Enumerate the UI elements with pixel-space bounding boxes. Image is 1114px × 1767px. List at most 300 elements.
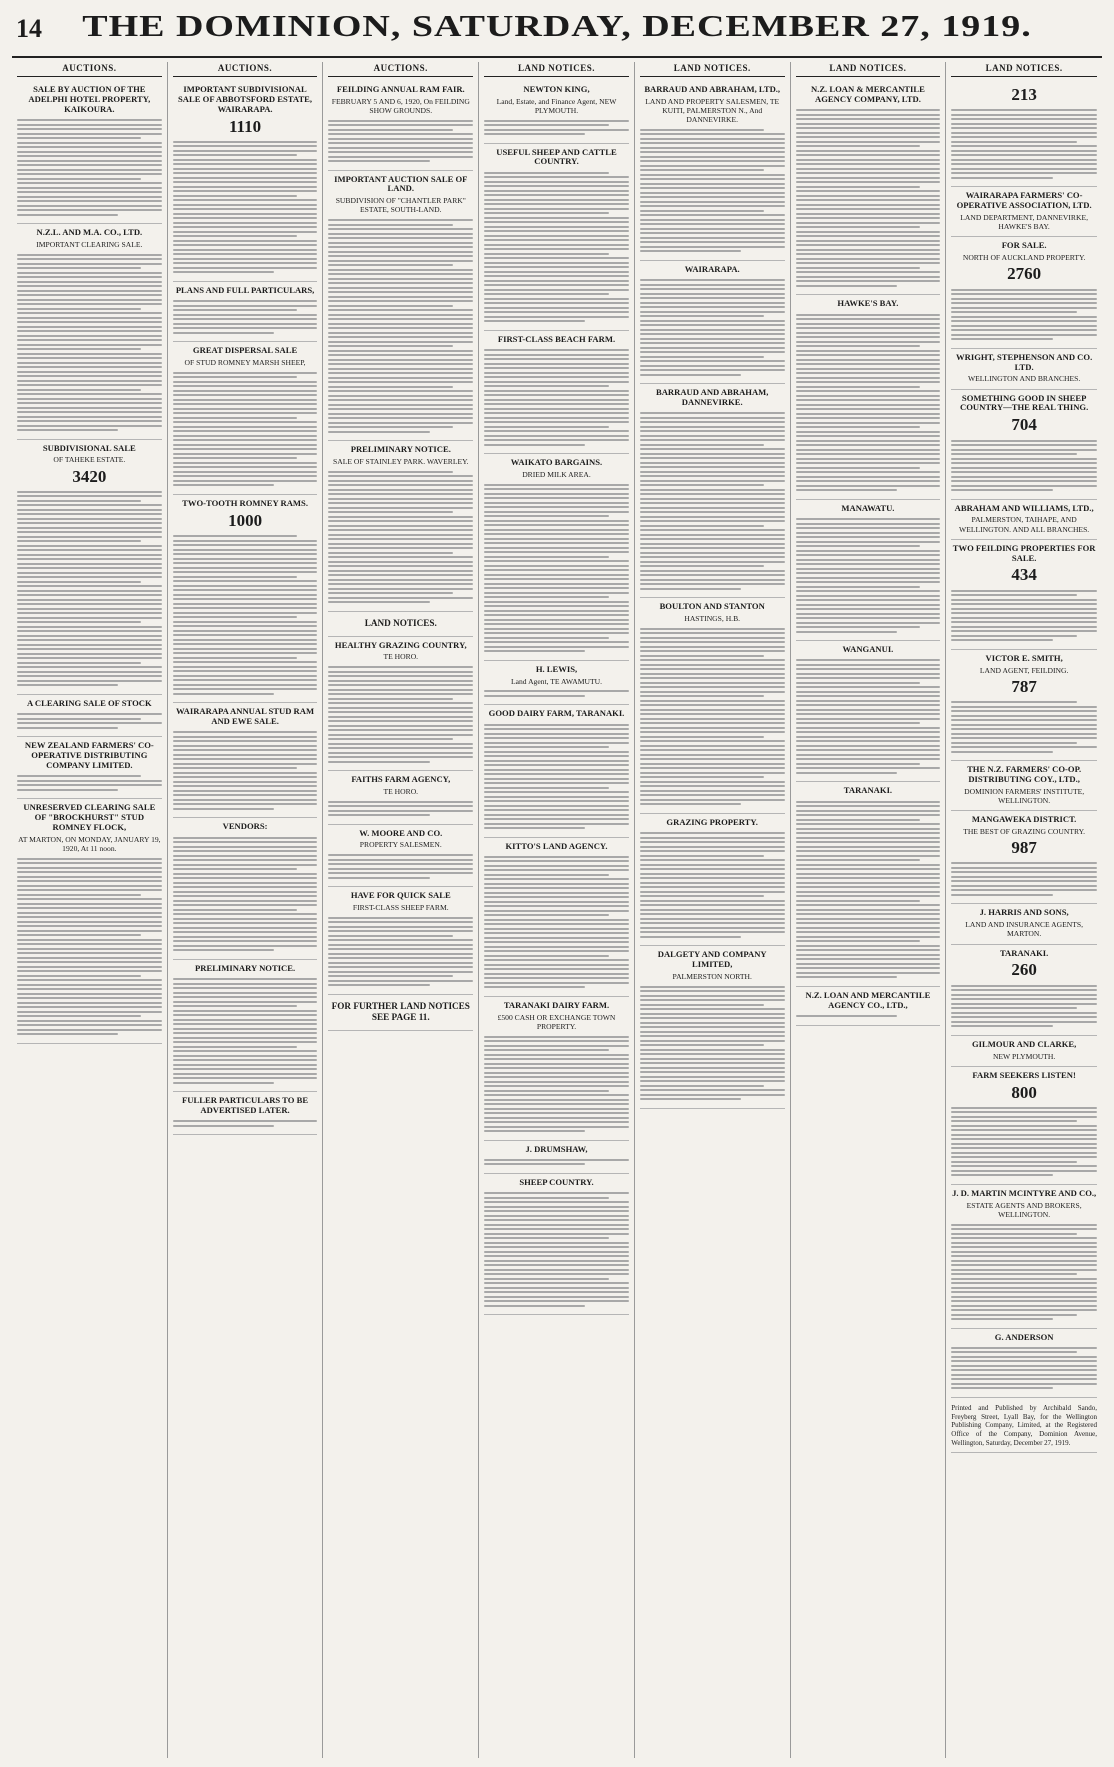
- text-line-placeholder: [173, 435, 318, 437]
- advertisement: [951, 650, 1097, 761]
- text-line-placeholder: [17, 997, 162, 999]
- text-line-placeholder: [796, 485, 941, 487]
- text-line-placeholder: [17, 930, 162, 932]
- ad-heading: MANAWATU.: [841, 502, 895, 513]
- ad-heading: J. DRUMSHAW,: [525, 1143, 588, 1154]
- text-line-placeholder: [951, 118, 1097, 120]
- column-1: [12, 62, 168, 1758]
- text-line-placeholder: [173, 740, 318, 742]
- text-line-placeholder: [173, 909, 297, 911]
- text-line-placeholder: [484, 569, 629, 571]
- text-line-placeholder: [328, 138, 473, 140]
- text-line-placeholder: [640, 1071, 785, 1073]
- text-line-placeholder: [173, 936, 318, 938]
- text-line-placeholder: [640, 570, 785, 572]
- text-line-placeholder: [951, 1228, 1097, 1230]
- text-line-placeholder: [640, 351, 785, 353]
- text-line-placeholder: [328, 944, 473, 946]
- text-line-placeholder: [951, 1237, 1097, 1239]
- text-line-placeholder: [173, 749, 318, 751]
- text-line-placeholder: [17, 621, 141, 623]
- text-line-placeholder: [951, 1107, 1097, 1109]
- text-line-placeholder: [640, 561, 785, 563]
- text-line-placeholder: [484, 1130, 585, 1132]
- text-line-placeholder: [951, 1318, 1053, 1320]
- text-line-placeholder: [173, 466, 318, 468]
- text-line-placeholder: [173, 754, 318, 756]
- text-line-placeholder: [640, 466, 785, 468]
- text-line-placeholder: [484, 289, 629, 291]
- advertisement: [951, 1036, 1097, 1067]
- ad-heading: KITTO'S LAND AGENCY.: [505, 840, 608, 851]
- text-line-placeholder: [484, 878, 629, 880]
- text-line-placeholder: [796, 127, 941, 129]
- text-line-placeholder: [17, 429, 118, 431]
- body-text-placeholder: [951, 1220, 1097, 1324]
- text-line-placeholder: [17, 344, 162, 346]
- text-line-placeholder: [328, 984, 429, 986]
- text-line-placeholder: [173, 385, 318, 387]
- text-line-placeholder: [640, 1026, 785, 1028]
- text-line-placeholder: [173, 426, 318, 428]
- text-line-placeholder: [796, 341, 941, 343]
- body-text-placeholder: [173, 297, 318, 338]
- text-line-placeholder: [484, 1159, 629, 1161]
- advertisement: [951, 811, 1097, 904]
- text-line-placeholder: [173, 453, 318, 455]
- text-line-placeholder: [951, 989, 1097, 991]
- text-line-placeholder: [951, 994, 1097, 996]
- text-line-placeholder: [328, 877, 429, 879]
- text-line-placeholder: [173, 217, 318, 219]
- text-line-placeholder: [17, 554, 162, 556]
- text-line-placeholder: [17, 1029, 162, 1031]
- text-line-placeholder: [640, 201, 785, 203]
- text-line-placeholder: [484, 221, 629, 223]
- text-line-placeholder: [173, 945, 318, 947]
- text-line-placeholder: [951, 1242, 1097, 1244]
- ad-heading: WAIRARAPA FARMERS' CO-OPERATIVE ASSOCIATION, LTD.: [956, 190, 1092, 211]
- text-line-placeholder: [173, 1032, 318, 1034]
- text-line-placeholder: [796, 550, 941, 552]
- text-line-placeholder: [484, 280, 629, 282]
- text-line-placeholder: [484, 637, 608, 639]
- text-line-placeholder: [328, 404, 473, 406]
- text-line-placeholder: [17, 880, 162, 882]
- text-line-placeholder: [796, 523, 941, 525]
- text-line-placeholder: [173, 141, 318, 143]
- text-line-placeholder: [951, 626, 1097, 628]
- text-line-placeholder: [796, 354, 941, 356]
- text-line-placeholder: [484, 1121, 629, 1123]
- text-line-placeholder: [173, 895, 318, 897]
- text-line-placeholder: [328, 282, 473, 284]
- text-line-placeholder: [17, 389, 141, 391]
- advertisement: [484, 661, 629, 705]
- text-line-placeholder: [640, 237, 785, 239]
- text-line-placeholder: [796, 613, 941, 615]
- text-line-placeholder: [484, 190, 629, 192]
- text-line-placeholder: [796, 413, 941, 415]
- text-line-placeholder: [796, 408, 941, 410]
- text-line-placeholder: [17, 137, 141, 139]
- text-line-placeholder: [951, 1351, 1076, 1353]
- text-line-placeholder: [328, 314, 473, 316]
- text-line-placeholder: [640, 547, 785, 549]
- text-line-placeholder: [951, 1021, 1097, 1023]
- text-line-placeholder: [17, 966, 162, 968]
- ad-acreage-number: 987: [1011, 838, 1037, 858]
- text-line-placeholder: [17, 639, 162, 641]
- text-line-placeholder: [640, 664, 785, 666]
- text-line-placeholder: [640, 868, 785, 870]
- text-line-placeholder: [328, 935, 452, 937]
- text-line-placeholder: [17, 495, 162, 497]
- text-line-placeholder: [484, 914, 608, 916]
- text-line-placeholder: [951, 1378, 1097, 1380]
- text-line-placeholder: [173, 258, 318, 260]
- text-line-placeholder: [951, 1269, 1097, 1271]
- advertisement: [484, 997, 629, 1141]
- text-line-placeholder: [173, 177, 318, 179]
- text-line-placeholder: [328, 529, 473, 531]
- text-line-placeholder: [640, 365, 785, 367]
- text-line-placeholder: [173, 475, 318, 477]
- text-line-placeholder: [173, 267, 318, 269]
- text-line-placeholder: [17, 339, 162, 341]
- text-line-placeholder: [796, 458, 941, 460]
- text-line-placeholder: [796, 527, 941, 529]
- text-line-placeholder: [17, 146, 162, 148]
- body-text-placeholder: [484, 687, 629, 701]
- text-line-placeholder: [173, 913, 318, 915]
- text-line-placeholder: [640, 552, 785, 554]
- text-line-placeholder: [796, 480, 941, 482]
- text-line-placeholder: [796, 114, 941, 116]
- text-line-placeholder: [640, 736, 764, 738]
- ad-heading: N.Z. LOAN & MERCANTILE AGENCY COMPANY, LTD.: [810, 84, 925, 104]
- text-line-placeholder: [173, 992, 318, 994]
- text-line-placeholder: [640, 306, 785, 308]
- text-line-placeholder: [640, 430, 785, 432]
- text-line-placeholder: [951, 621, 1097, 623]
- text-line-placeholder: [328, 980, 473, 982]
- text-line-placeholder: [173, 873, 318, 875]
- text-line-placeholder: [640, 927, 785, 929]
- text-line-placeholder: [17, 411, 162, 413]
- text-line-placeholder: [796, 958, 941, 960]
- text-line-placeholder: [17, 671, 162, 673]
- text-line-placeholder: [17, 612, 162, 614]
- advertisement: [173, 81, 318, 282]
- text-line-placeholder: [173, 457, 297, 459]
- text-line-placeholder: [173, 983, 318, 985]
- ad-subheading: £500 CASH OR EXCHANGE TOWN PROPERTY.: [497, 1012, 616, 1031]
- text-line-placeholder: [173, 776, 318, 778]
- text-line-placeholder: [951, 635, 1076, 637]
- ad-subheading: OF STUD ROMNEY MARSH SHEEP,: [184, 358, 306, 368]
- text-line-placeholder: [173, 630, 318, 632]
- text-line-placeholder: [640, 1053, 785, 1055]
- text-line-placeholder: [17, 970, 162, 972]
- text-line-placeholder: [640, 727, 785, 729]
- text-line-placeholder: [484, 733, 629, 735]
- text-line-placeholder: [173, 927, 318, 929]
- text-line-placeholder: [640, 574, 785, 576]
- text-line-placeholder: [173, 940, 318, 942]
- ad-heading: FIRST-CLASS BEACH FARM.: [497, 333, 616, 344]
- text-line-placeholder: [173, 657, 297, 659]
- text-line-placeholder: [173, 693, 274, 695]
- text-line-placeholder: [484, 601, 629, 603]
- text-line-placeholder: [17, 326, 162, 328]
- text-line-placeholder: [951, 1129, 1097, 1131]
- text-line-placeholder: [796, 280, 941, 282]
- ad-subheading: NORTH OF AUCKLAND PROPERTY.: [962, 253, 1086, 263]
- text-line-placeholder: [796, 453, 941, 455]
- text-line-placeholder: [796, 590, 941, 592]
- text-line-placeholder: [796, 763, 920, 765]
- text-line-placeholder: [951, 1305, 1097, 1307]
- column-heading: LAND NOTICES.: [640, 62, 785, 77]
- text-line-placeholder: [17, 518, 162, 520]
- text-line-placeholder: [328, 224, 452, 226]
- ad-heading: GRAZING PROPERTY.: [666, 816, 758, 827]
- text-line-placeholder: [17, 867, 162, 869]
- text-line-placeholder: [951, 136, 1097, 138]
- text-line-placeholder: [484, 435, 629, 437]
- ad-heading: TARANAKI DAIRY FARM.: [503, 999, 610, 1010]
- text-line-placeholder: [173, 1046, 297, 1048]
- text-line-placeholder: [640, 183, 785, 185]
- text-line-placeholder: [796, 904, 941, 906]
- text-line-placeholder: [17, 662, 141, 664]
- text-line-placeholder: [17, 594, 162, 596]
- text-line-placeholder: [484, 782, 629, 784]
- text-line-placeholder: [796, 841, 941, 843]
- text-line-placeholder: [17, 254, 162, 256]
- advertisement: [640, 81, 785, 261]
- body-text-placeholder: [951, 698, 1097, 757]
- text-line-placeholder: [484, 1246, 629, 1248]
- text-line-placeholder: [951, 458, 1097, 460]
- text-line-placeholder: [328, 684, 473, 686]
- text-line-placeholder: [484, 690, 629, 692]
- body-text-placeholder: [173, 975, 318, 1088]
- ad-subheading: LAND AGENT, FEILDING.: [979, 665, 1069, 675]
- text-line-placeholder: [173, 790, 318, 792]
- text-line-placeholder: [640, 156, 785, 158]
- text-line-placeholder: [484, 212, 608, 214]
- advertisement: [640, 814, 785, 946]
- text-line-placeholder: [173, 763, 318, 765]
- text-line-placeholder: [796, 536, 941, 538]
- text-line-placeholder: [484, 506, 629, 508]
- text-line-placeholder: [640, 516, 785, 518]
- text-line-placeholder: [640, 1058, 785, 1060]
- text-line-placeholder: [17, 500, 141, 502]
- text-line-placeholder: [796, 626, 920, 628]
- ad-subheading: Land Agent, TE AWAMUTU.: [510, 676, 602, 686]
- text-line-placeholder: [640, 637, 785, 639]
- text-line-placeholder: [173, 394, 318, 396]
- text-line-placeholder: [17, 330, 162, 332]
- text-line-placeholder: [484, 311, 629, 313]
- text-line-placeholder: [796, 489, 897, 491]
- advertisement: [173, 1092, 318, 1135]
- text-line-placeholder: [796, 837, 941, 839]
- text-line-placeholder: [484, 1296, 629, 1298]
- text-line-placeholder: [640, 583, 785, 585]
- column-heading: AUCTIONS.: [17, 62, 162, 77]
- text-line-placeholder: [951, 876, 1097, 878]
- ad-heading: GREAT DISPERSAL SALE: [192, 345, 298, 356]
- text-line-placeholder: [17, 603, 162, 605]
- text-line-placeholder: [951, 1120, 1076, 1122]
- text-line-placeholder: [640, 493, 785, 495]
- advertisement: [328, 637, 473, 771]
- text-line-placeholder: [951, 1246, 1097, 1248]
- ad-acreage-number: 704: [1011, 415, 1037, 435]
- text-line-placeholder: [640, 895, 764, 897]
- text-line-placeholder: [796, 855, 941, 857]
- text-line-placeholder: [796, 873, 941, 875]
- ad-heading: GOOD DAIRY FARM, TARANAKI.: [488, 708, 625, 719]
- text-line-placeholder: [328, 287, 473, 289]
- advertisement: [328, 81, 473, 171]
- text-line-placeholder: [484, 520, 629, 522]
- text-line-placeholder: [484, 796, 629, 798]
- text-line-placeholder: [17, 371, 162, 373]
- ad-subheading: WELLINGTON AND BRANCHES.: [967, 374, 1081, 384]
- text-line-placeholder: [951, 1152, 1097, 1154]
- text-line-placeholder: [17, 943, 162, 945]
- text-line-placeholder: [328, 689, 473, 691]
- text-line-placeholder: [951, 316, 1097, 318]
- text-line-placeholder: [173, 309, 297, 311]
- text-line-placeholder: [328, 953, 473, 955]
- text-line-placeholder: [796, 253, 941, 255]
- text-line-placeholder: [484, 275, 629, 277]
- text-line-placeholder: [17, 789, 118, 791]
- text-line-placeholder: [484, 1076, 629, 1078]
- text-line-placeholder: [173, 612, 318, 614]
- advertisement: [796, 295, 941, 499]
- imprint-text: Printed and Published by Archibald Sando, Freyberg Street, Lyall Bay, for the Wellington Publishing Company, Limited, at the Registered Office of the Company, Dominion Avenue, Wellington, Saturday, December 27, 1919.: [951, 1403, 1097, 1447]
- ad-heading: BOULTON AND STANTON: [659, 601, 765, 612]
- text-line-placeholder: [951, 1287, 1097, 1289]
- advertisement: [484, 144, 629, 331]
- text-line-placeholder: [484, 248, 629, 250]
- text-line-placeholder: [328, 761, 429, 763]
- text-line-placeholder: [484, 632, 629, 634]
- text-line-placeholder: [484, 217, 629, 219]
- text-line-placeholder: [484, 887, 629, 889]
- text-line-placeholder: [640, 133, 785, 135]
- text-line-placeholder: [484, 253, 608, 255]
- column-5: [635, 62, 791, 1758]
- text-line-placeholder: [484, 955, 608, 957]
- text-line-placeholder: [484, 1094, 629, 1096]
- text-line-placeholder: [640, 160, 785, 162]
- ad-heading: FEILDING ANNUAL RAM FAIR.: [336, 84, 465, 94]
- text-line-placeholder: [173, 675, 318, 677]
- text-line-placeholder: [640, 556, 785, 558]
- advertisement: [951, 540, 1097, 650]
- text-line-placeholder: [640, 731, 785, 733]
- text-line-placeholder: [951, 132, 1097, 134]
- ad-heading: DALGETY AND COMPANY LIMITED,: [657, 949, 767, 970]
- advertisement: [951, 81, 1097, 187]
- text-line-placeholder: [328, 493, 473, 495]
- text-line-placeholder: [17, 285, 162, 287]
- text-line-placeholder: [173, 652, 318, 654]
- text-line-placeholder: [173, 262, 318, 264]
- text-line-placeholder: [796, 918, 941, 920]
- ad-acreage-number: 1110: [229, 116, 262, 136]
- text-line-placeholder: [640, 718, 785, 720]
- text-line-placeholder: [484, 556, 608, 558]
- text-line-placeholder: [328, 711, 473, 713]
- body-text-placeholder: [640, 982, 785, 1104]
- text-line-placeholder: [17, 599, 162, 601]
- text-line-placeholder: [484, 587, 629, 589]
- ad-subheading: SALE OF STAINLEY PARK. WAVERLEY.: [333, 456, 469, 466]
- text-line-placeholder: [17, 722, 162, 724]
- text-line-placeholder: [640, 799, 785, 801]
- text-line-placeholder: [640, 1017, 785, 1019]
- text-line-placeholder: [951, 985, 1097, 987]
- text-line-placeholder: [173, 670, 318, 672]
- advertisement: [796, 987, 941, 1026]
- text-line-placeholder: [484, 901, 629, 903]
- text-line-placeholder: [328, 390, 473, 392]
- text-line-placeholder: [17, 375, 162, 377]
- text-line-placeholder: [328, 160, 429, 162]
- text-line-placeholder: [951, 889, 1097, 891]
- text-line-placeholder: [951, 737, 1097, 739]
- advertisement: [173, 960, 318, 1092]
- text-line-placeholder: [328, 854, 473, 856]
- advertisement: [17, 440, 162, 695]
- text-line-placeholder: [484, 203, 629, 205]
- text-line-placeholder: [484, 1291, 629, 1293]
- body-text-placeholder: [17, 710, 162, 733]
- text-line-placeholder: [796, 913, 941, 915]
- text-line-placeholder: [951, 724, 1097, 726]
- text-line-placeholder: [173, 639, 318, 641]
- text-line-placeholder: [640, 628, 785, 630]
- text-line-placeholder: [173, 1068, 318, 1070]
- text-line-placeholder: [173, 772, 318, 774]
- text-line-placeholder: [796, 222, 941, 224]
- text-line-placeholder: [796, 172, 941, 174]
- text-line-placeholder: [328, 151, 473, 153]
- text-line-placeholder: [796, 123, 941, 125]
- advertisement: [328, 825, 473, 887]
- text-line-placeholder: [796, 118, 941, 120]
- text-line-placeholder: [328, 926, 473, 928]
- ad-acreage-number: 800: [1011, 1082, 1037, 1102]
- text-line-placeholder: [951, 715, 1097, 717]
- section-banner: [328, 612, 473, 637]
- text-line-placeholder: [328, 538, 473, 540]
- body-text-placeholder: [328, 663, 473, 767]
- text-line-placeholder: [17, 988, 162, 990]
- text-line-placeholder: [640, 417, 785, 419]
- text-line-placeholder: [17, 907, 162, 909]
- text-line-placeholder: [17, 276, 162, 278]
